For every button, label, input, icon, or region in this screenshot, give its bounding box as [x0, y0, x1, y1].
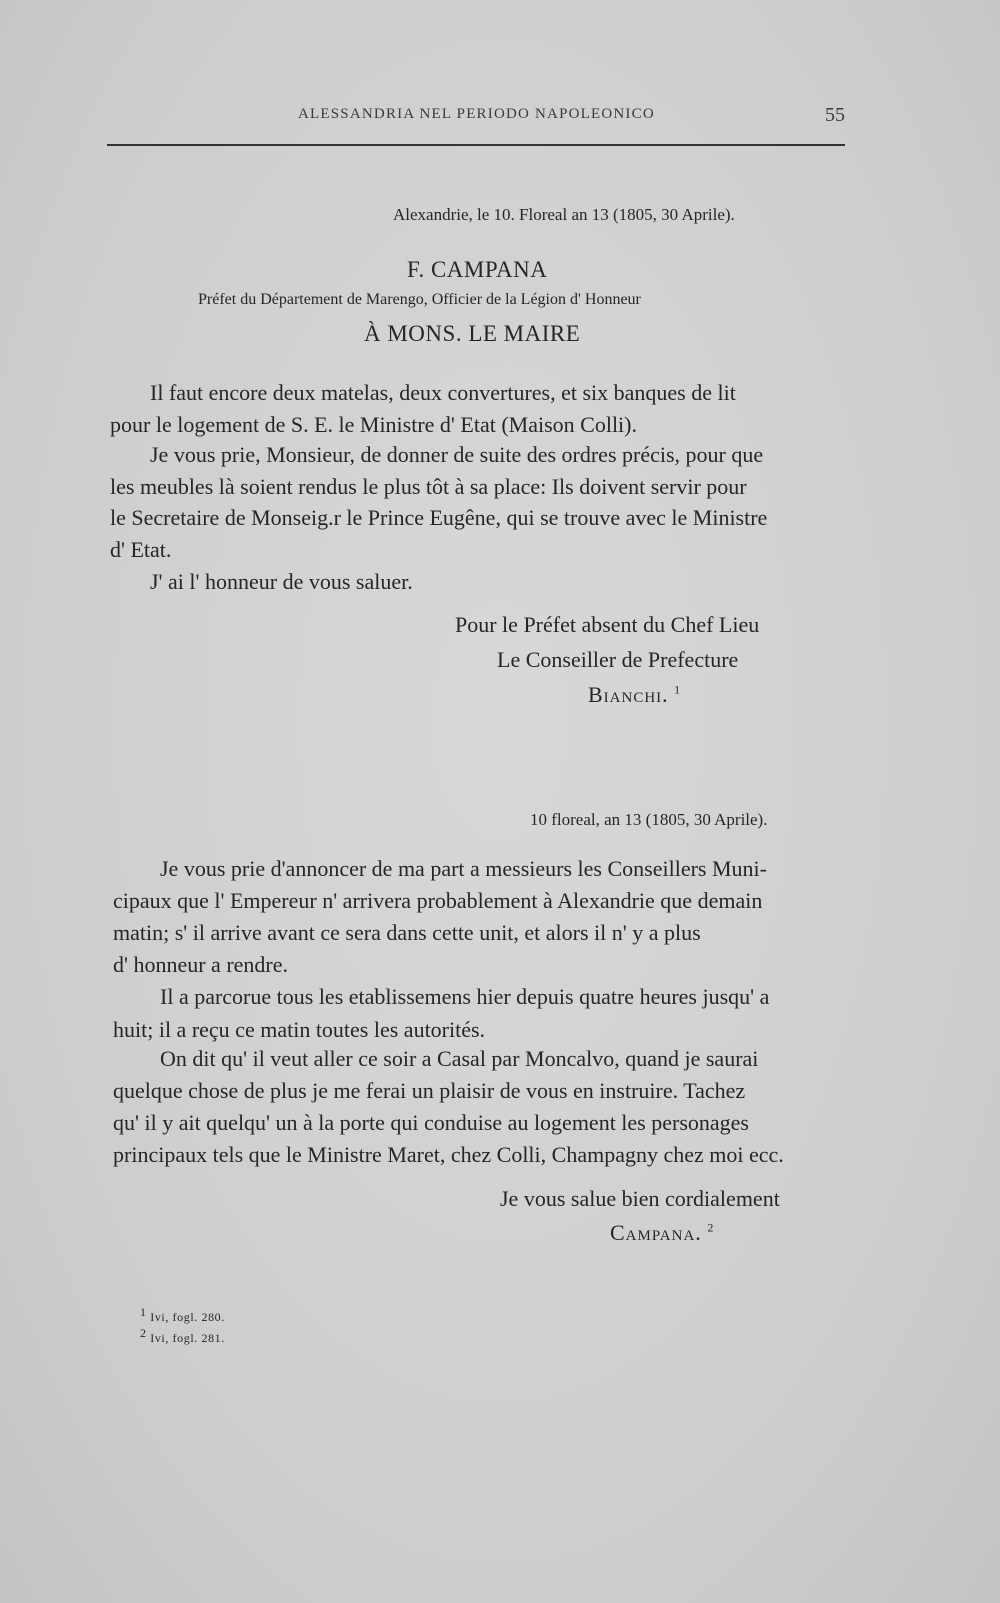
footnote-ref: 2 [707, 1220, 714, 1235]
letter2-signer [610, 1220, 713, 1246]
page-number: 55 [825, 104, 845, 126]
footnote-ref: 1 [674, 682, 681, 697]
running-title: ALESSANDRIA NEL PERIODO NAPOLEONICO [298, 106, 655, 122]
letter2-line: Il a parcorue tous les etablissemens hier depuis quatre heures jusqu' a [160, 984, 770, 1009]
letter1-recipient: À MONS. LE MAIRE [364, 321, 581, 346]
footnote-text: Ivi, fogl. 281. [150, 1331, 225, 1345]
footnote [140, 1326, 225, 1346]
letter1-line: le Secretaire de Monseig.r le Prince Eugêne, qui se trouve avec le Ministre [110, 505, 768, 530]
letter1-signature-line: Le Conseiller de Prefecture [497, 647, 739, 672]
letter2-line: qu' il y ait quelqu' un à la porte qui conduise au logement les personages [113, 1110, 749, 1135]
letter2-closing: Je vous salue bien cordialement [500, 1186, 780, 1211]
letter1-line: Il faut encore deux matelas, deux convertures, et six banques de lit [150, 380, 736, 405]
letter2-line: d' honneur a rendre. [113, 952, 289, 977]
letter1-signer-name: Bianchi. [588, 682, 669, 707]
footnote [140, 1305, 225, 1325]
footnote-mark: 2 [140, 1326, 147, 1340]
letter2-line: On dit qu' il veut aller ce soir a Casal par Moncalvo, quand je saurai [160, 1046, 759, 1071]
letter1-line: J' ai l' honneur de vous saluer. [150, 569, 413, 594]
letter2-signer-name: Campana. [610, 1220, 702, 1245]
letter1-sender-title: Préfet du Département de Marengo, Officier de la Légion d' Honneur [198, 291, 641, 308]
header-rule [107, 144, 845, 146]
letter1-line: d' Etat. [110, 537, 172, 562]
letter1-date: Alexandrie, le 10. Floreal an 13 (1805, 30 Aprile). [393, 205, 735, 224]
letter1-line: les meubles là soient rendus le plus tôt à sa place: Ils doivent servir pour [110, 474, 747, 499]
letter2-date: 10 floreal, an 13 (1805, 30 Aprile). [530, 810, 768, 829]
running-head [110, 104, 845, 130]
letter2-line: cipaux que l' Empereur n' arrivera probablement à Alexandrie que demain [113, 888, 763, 913]
letter2-line: principaux tels que le Ministre Maret, chez Colli, Champagny chez moi ecc. [113, 1142, 784, 1167]
letter2-line: Je vous prie d'annoncer de ma part a messieurs les Conseillers Muni- [160, 856, 767, 881]
letter2-line: matin; s' il arrive avant ce sera dans cette unit, et alors il n' y a plus [113, 920, 701, 945]
letter1-line: Je vous prie, Monsieur, de donner de suite des ordres précis, pour que [150, 442, 764, 467]
letter1-sender-name: F. CAMPANA [407, 257, 548, 282]
letter2-line: huit; il a reçu ce matin toutes les autorités. [113, 1017, 486, 1042]
letter2-line: quelque chose de plus je me ferai un plaisir de vous en instruire. Tachez [113, 1078, 746, 1103]
letter1-line: pour le logement de S. E. le Ministre d' Etat (Maison Colli). [110, 412, 637, 437]
footnote-text: Ivi, fogl. 280. [150, 1310, 225, 1324]
footnote-mark: 1 [140, 1305, 147, 1319]
letter1-signer [588, 682, 680, 708]
letter1-signature-line: Pour le Préfet absent du Chef Lieu [455, 612, 760, 637]
